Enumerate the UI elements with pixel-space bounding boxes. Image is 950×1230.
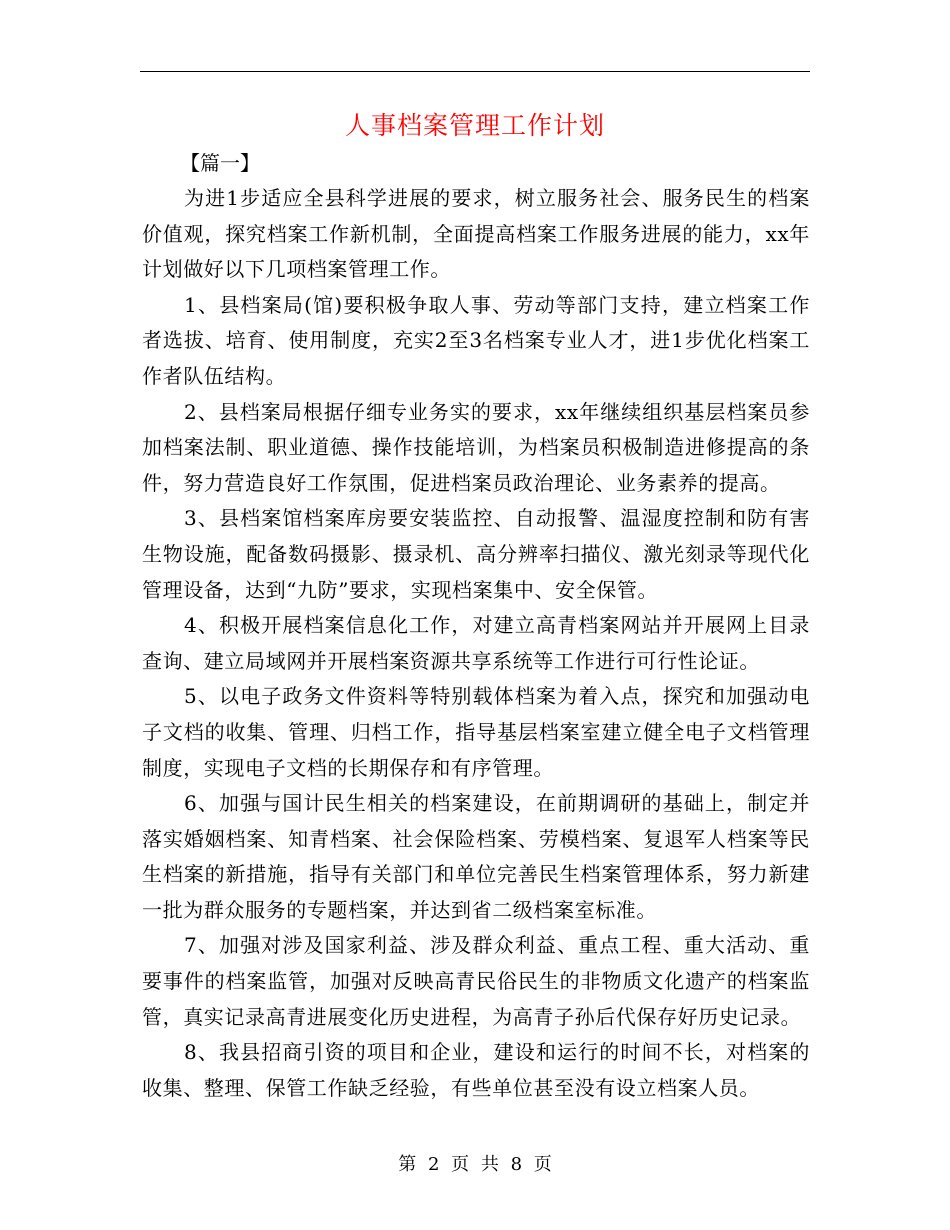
document-title: 人事档案管理工作计划 [344,111,605,140]
paragraph-item-5: 5、以电子政务文件资料等特别载体档案为着入点，探究和加强动电子文档的收集、管理、归档工作，指导基层档案室建立健全电子文档管理制度，实现电子文档的长期保存和有序管理。 [142,684,810,780]
paragraph-item-2: 2、县档案局根据仔细专业务实的要求，xx年继续组织基层档案员参加档案法制、职业道德、操作技能培训，为档案员积极制造进修提高的条件，努力营造良好工作氛围，促进档案员政治理论、业务素养的提高。 [142,399,810,495]
paragraph-item-7: 7、加强对涉及国家利益、涉及群众利益、重点工程、重大活动、重要事件的档案监管，加强对反映高青民俗民生的非物质文化遗产的档案监管，真实记录高青进展变化历史进程，为高青子孙后代保存好历史记录。 [142,933,810,1029]
paragraph-item-3: 3、县档案馆档案库房要安装监控、自动报警、温湿度控制和防有害生物设施，配备数码摄影、摄录机、高分辨率扫描仪、激光刻录等现代化管理设备，达到“九防”要求，实现档案集中、安全保管。 [142,506,810,602]
header-rule [140,71,810,72]
paragraph-intro: 为进1步适应全县科学进展的要求，树立服务社会、服务民生的档案价值观，探究档案工作新机制，全面提高档案工作服务进展的能力，xx年计划做好以下几项档案管理工作。 [142,186,810,282]
paragraph-item-8: 8、我县招商引资的项目和企业，建设和运行的时间不长，对档案的收集、整理、保管工作缺乏经验，有些单位甚至没有设立档案人员。 [142,1040,810,1100]
document-body [142,146,810,1106]
paragraph-item-1: 1、县档案局(馆)要积极争取人事、劳动等部门支持，建立档案工作者选拔、培育、使用制度，充实2至3名档案专业人才，进1步优化档案工作者队伍结构。 [142,292,810,388]
page-number: 第 2 页 共 8 页 [398,1154,552,1175]
paragraph-item-6: 6、加强与国计民生相关的档案建设，在前期调研的基础上，制定并落实婚姻档案、知青档案、社会保险档案、劳模档案、复退军人档案等民生档案的新措施，指导有关部门和单位完善民生档案管理体系，努力新建一批为群众服务的专题档案，并达到省二级档案室标准。 [142,791,810,922]
paragraph-item-4: 4、积极开展档案信息化工作，对建立高青档案网站并开展网上目录查询、建立局域网并开展档案资源共享系统等工作进行可行性论证。 [142,613,810,673]
section-label: 【篇一】 [180,151,260,175]
